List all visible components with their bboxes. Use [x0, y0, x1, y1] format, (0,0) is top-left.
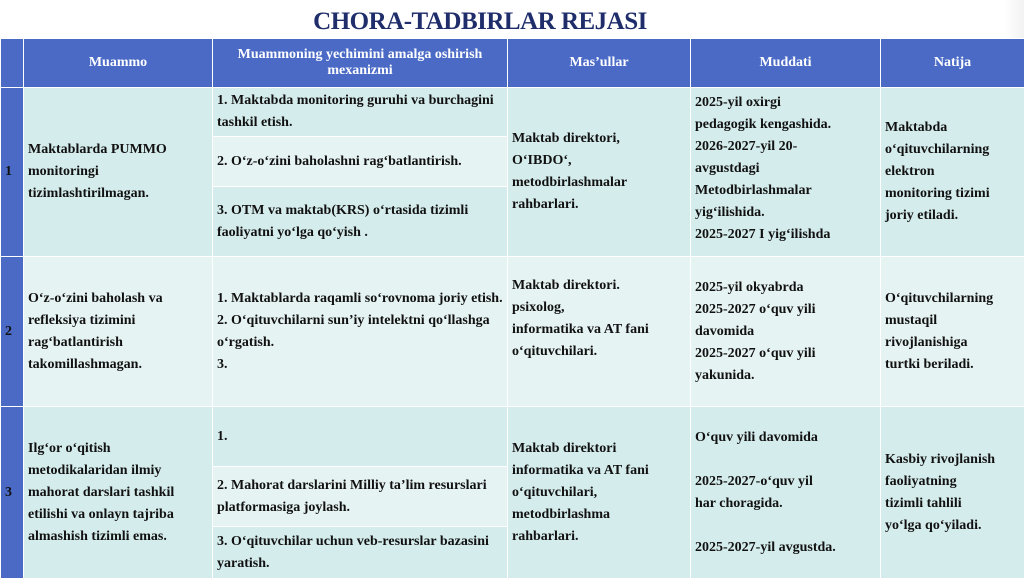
action-plan-table — [0, 38, 1024, 579]
header-mexanizm: Muammoning yechimini amalga oshirish mexanizmi — [213, 39, 508, 88]
mexanizm-item: 1. — [213, 407, 508, 467]
mexanizm-item: 2. O‘z-o‘zini baholashni rag‘batlantirish. — [213, 137, 508, 187]
table-row — [1, 257, 1024, 407]
table-row — [1, 407, 1024, 467]
natija-cell: Kasbiy rivojlanish faoliyatning tizimli tahlili yo‘lga qo‘yiladi. — [881, 407, 1024, 579]
masullar-cell: Maktab direktori informatika va AT fani o‘qituvchilari, metodbirlashma rahbarlari. — [508, 407, 691, 579]
row-number: 1 — [1, 88, 24, 257]
muddati-cell: 2025-yil oxirgi pedagogik kengashida. 2026-2027-yil 20- avgustdagi Metodbirlashmalar yig‘ilishida. 2025-2027 I yig‘ilishda — [691, 88, 881, 257]
header-natija: Natija — [881, 39, 1024, 88]
natija-cell: Maktabda o‘qituvchilarning elektron monitoring tizimi joriy etiladi. — [881, 88, 1024, 257]
muddati-cell: 2025-yil okyabrda 2025-2027 o‘quv yili davomida 2025-2027 o‘quv yili yakunida. — [691, 257, 881, 407]
page-title: CHORA-TADBIRLAR REJASI — [0, 8, 960, 36]
muammo-cell: O‘z-o‘zini baholash va refleksiya tizimini rag‘batlantirish takomillashmagan. — [24, 257, 213, 407]
mexanizm-item: 3. O‘qituvchilar uchun veb-resurslar bazasini yaratish. — [213, 527, 508, 579]
masullar-cell: Maktab direktori. psixolog, informatika va AT fani o‘qituvchilari. — [508, 257, 691, 407]
row-number: 2 — [1, 257, 24, 407]
mexanizm-item: 1. Maktabda monitoring guruhi va burchagini tashkil etish. — [213, 88, 508, 137]
header-row — [1, 39, 1024, 88]
mexanizm-item: 3. OTM va maktab(KRS) o‘rtasida tizimli faoliyatni yo‘lga qo‘yish . — [213, 187, 508, 257]
muammo-cell: Ilg‘or o‘qitish metodikalaridan ilmiy mahorat darslari tashkil etilishi va onlayn tajriba almashish tizimli emas. — [24, 407, 213, 579]
header-num — [1, 39, 24, 88]
header-muddati: Muddati — [691, 39, 881, 88]
masullar-cell: Maktab direktori, O‘IBDO‘, metodbirlashmalar rahbarlari. — [508, 88, 691, 257]
table-row — [1, 88, 1024, 137]
muddati-cell: O‘quv yili davomida 2025-2027-o‘quv yil har choragida. 2025-2027-yil avgustda. — [691, 407, 881, 579]
mexanizm-cell: 1. Maktablarda raqamli so‘rovnoma joriy etish. 2. O‘qituvchilarni sun’iy intelektni qo‘llashga o‘rgatish. 3. — [213, 257, 508, 407]
mexanizm-item: 2. Mahorat darslarini Milliy ta’lim resurslari platformasiga joylash. — [213, 467, 508, 527]
header-masullar: Mas’ullar — [508, 39, 691, 88]
row-number: 3 — [1, 407, 24, 579]
natija-cell: O‘qituvchilarning mustaqil rivojlanishiga turtki beriladi. — [881, 257, 1024, 407]
header-muammo: Muammo — [24, 39, 213, 88]
muammo-cell: Maktablarda PUMMO monitoringi tizimlashtirilmagan. — [24, 88, 213, 257]
